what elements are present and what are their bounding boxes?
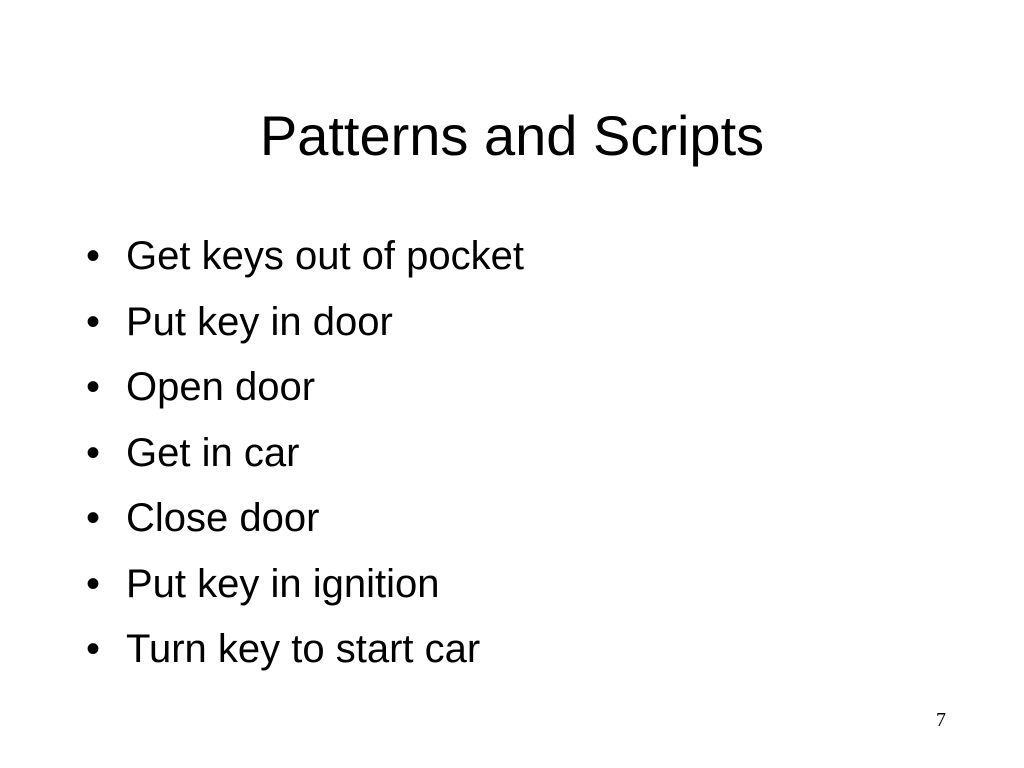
list-item [86, 617, 524, 683]
bullet-text: Turn key to start car [126, 627, 481, 671]
list-item [86, 552, 524, 618]
bullet-icon: • [86, 561, 101, 606]
list-item [86, 421, 524, 487]
bullet-text: Close door [126, 496, 320, 540]
bullet-list [86, 224, 524, 683]
bullet-icon: • [86, 627, 101, 671]
list-item [86, 486, 524, 552]
page-number: 7 [936, 709, 946, 731]
bullet-icon: • [86, 496, 101, 540]
bullet-text: Get in car [126, 430, 300, 475]
bullet-text: Get keys out of pocket [126, 234, 524, 278]
bullet-icon: • [86, 234, 101, 278]
bullet-text: Put key in ignition [126, 561, 440, 606]
list-item [86, 355, 524, 421]
bullet-text: Open door [126, 365, 316, 409]
bullet-text: Put key in door [126, 299, 393, 344]
bullet-icon: • [86, 299, 101, 344]
slide-title: Patterns and Scripts [259, 104, 765, 167]
bullet-icon: • [86, 365, 101, 409]
list-item [86, 224, 524, 290]
bullet-icon: • [86, 430, 101, 475]
list-item [86, 290, 524, 356]
